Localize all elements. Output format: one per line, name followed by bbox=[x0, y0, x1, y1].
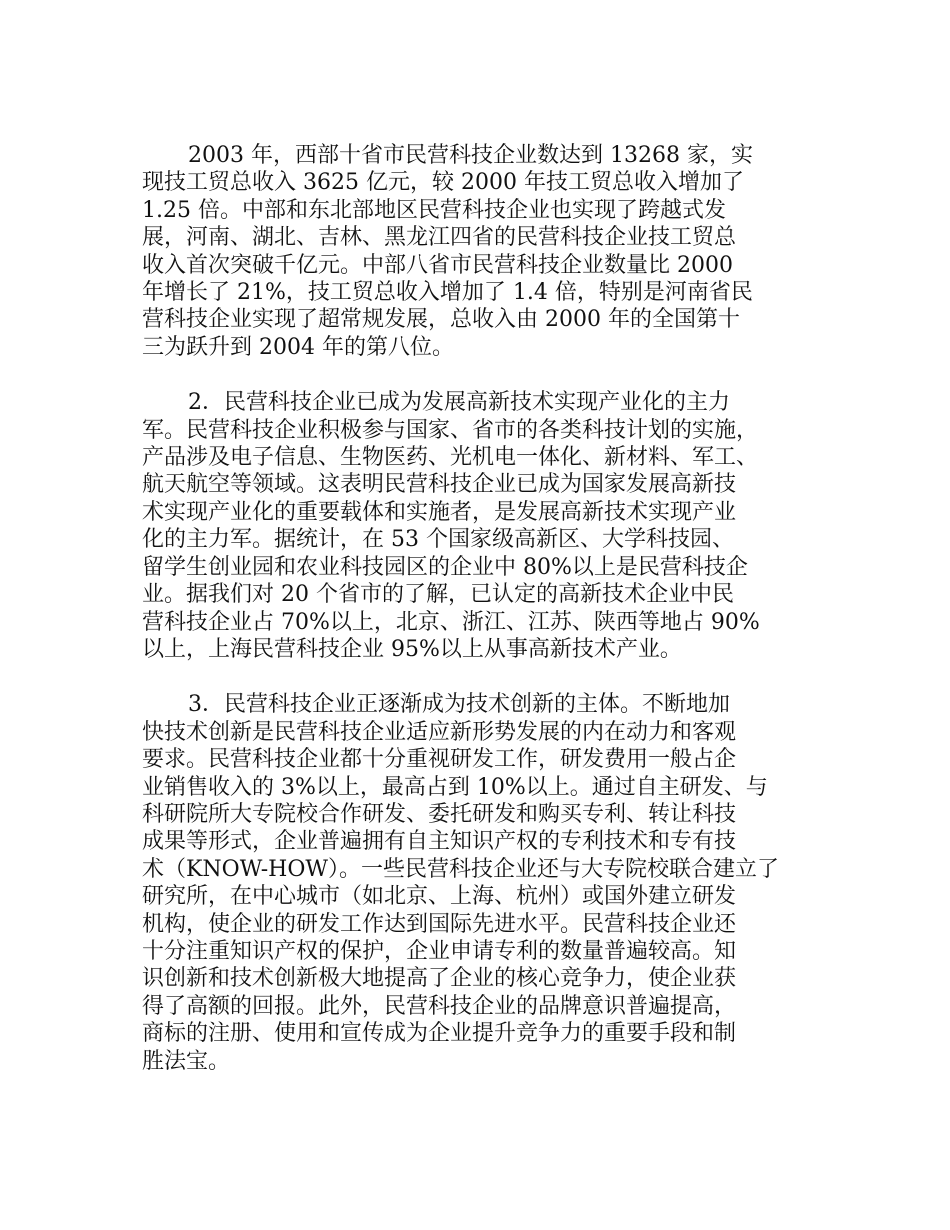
text-line: 现技工贸总收入 3625 亿元，较 2000 年技工贸总收入增加了 bbox=[142, 170, 744, 196]
text-line: 胜法宝。 bbox=[142, 1048, 231, 1074]
text-line: 留学生创业园和农业科技园区的企业中 80%以上是民营科技企 bbox=[142, 554, 748, 580]
text-line: 军。民营科技企业积极参与国家、省市的各类科技计划的实施， bbox=[142, 417, 759, 443]
text-line: 展，河南、湖北、吉林、黑龙江四省的民营科技企业技工贸总 bbox=[142, 225, 737, 251]
text-line: 产品涉及电子信息、生物医药、光机电一体化、新材料、军工、 bbox=[142, 445, 759, 471]
text-line: 化的主力军。据统计，在 53 个国家级高新区、大学科技园、 bbox=[142, 527, 734, 553]
paragraph-hightech-main-force bbox=[142, 389, 832, 663]
text-line: 成果等形式，企业普遍拥有自主知识产权的专利技术和专有技 bbox=[142, 829, 737, 855]
text-line: 要求。民营科技企业都十分重视研发工作，研发费用一般占企 bbox=[142, 747, 737, 773]
text-line: 1.25 倍。中部和东北部地区民营科技企业也实现了跨越式发 bbox=[142, 197, 726, 223]
text-line: 术（KNOW-HOW）。一些民营科技企业还与大专院校联合建立了 bbox=[142, 856, 780, 882]
text-line: 术实现产业化的重要载体和实施者，是发展高新技术实现产业 bbox=[142, 499, 737, 525]
text-line: 营科技企业占 70%以上，北京、浙江、江苏、陕西等地占 90% bbox=[142, 609, 760, 635]
text-line: 得了高额的回报。此外，民营科技企业的品牌意识普遍提高， bbox=[142, 993, 737, 1019]
text-line: 三为跃升到 2004 年的第八位。 bbox=[142, 334, 454, 360]
text-line: 营科技企业实现了超常规发展，总收入由 2000 年的全国第十 bbox=[142, 307, 740, 333]
text-line: 航天航空等领域。这表明民营科技企业已成为国家发展高新技 bbox=[142, 472, 737, 498]
text-line: 机构，使企业的研发工作达到国际先进水平。民营科技企业还 bbox=[142, 911, 737, 937]
paragraph-innovation-subject bbox=[142, 691, 832, 1075]
text-line: 年增长了 21%，技工贸总收入增加了 1.4 倍，特别是河南省民 bbox=[142, 280, 753, 306]
text-line: 2．民营科技企业已成为发展高新技术实现产业化的主力 bbox=[188, 390, 730, 416]
text-line: 业销售收入的 3%以上，最高占到 10%以上。通过自主研发、与 bbox=[142, 774, 768, 800]
text-line: 研究所，在中心城市（如北京、上海、杭州）或国外建立研发 bbox=[142, 884, 737, 910]
text-line: 收入首次突破千亿元。中部八省市民营科技企业数量比 2000 bbox=[142, 252, 733, 278]
paragraph-west-central-growth bbox=[142, 142, 832, 361]
text-line: 商标的注册、使用和宣传成为企业提升竞争力的重要手段和制 bbox=[142, 1021, 737, 1047]
text-line: 科研院所大专院校合作研发、委托研发和购买专利、转让科技 bbox=[142, 801, 737, 827]
document-body bbox=[142, 142, 832, 1103]
text-line: 3．民营科技企业正逐渐成为技术创新的主体。不断地加 bbox=[188, 692, 730, 718]
text-line: 2003 年，西部十省市民营科技企业数达到 13268 家，实 bbox=[188, 143, 753, 168]
text-line: 快技术创新是民营科技企业适应新形势发展的内在动力和客观 bbox=[142, 719, 737, 745]
text-line: 十分注重知识产权的保护，企业申请专利的数量普遍较高。知 bbox=[142, 938, 737, 964]
text-line: 以上，上海民营科技企业 95%以上从事高新技术产业。 bbox=[142, 636, 682, 662]
text-line: 识创新和技术创新极大地提高了企业的核心竞争力，使企业获 bbox=[142, 966, 737, 992]
text-line: 业。据我们对 20 个省市的了解，已认定的高新技术企业中民 bbox=[142, 582, 734, 608]
